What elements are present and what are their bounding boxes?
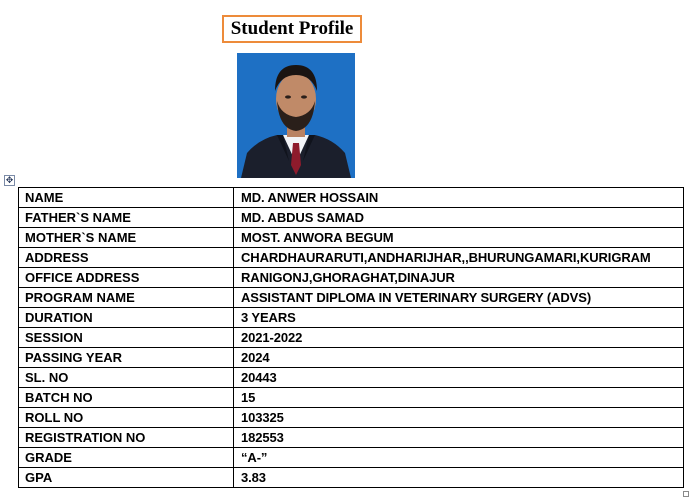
table-row [19, 268, 684, 288]
field-value: 20443 [234, 368, 684, 388]
field-label: SESSION [19, 328, 234, 348]
field-label: REGISTRATION NO [19, 428, 234, 448]
table-row [19, 388, 684, 408]
field-value: 103325 [234, 408, 684, 428]
field-label: ROLL NO [19, 408, 234, 428]
field-label: GPA [19, 468, 234, 488]
field-value: MD. ANWER HOSSAIN [234, 188, 684, 208]
field-label: BATCH NO [19, 388, 234, 408]
table-row [19, 468, 684, 488]
student-profile-table [18, 187, 684, 488]
field-label: SL. NO [19, 368, 234, 388]
student-photo [237, 53, 355, 178]
table-row [19, 448, 684, 468]
field-label: DURATION [19, 308, 234, 328]
field-label: OFFICE ADDRESS [19, 268, 234, 288]
field-label: FATHER`S NAME [19, 208, 234, 228]
table-resize-handle-icon[interactable] [683, 491, 689, 497]
table-row [19, 288, 684, 308]
field-value: MD. ABDUS SAMAD [234, 208, 684, 228]
table-row [19, 308, 684, 328]
field-value: 3 YEARS [234, 308, 684, 328]
field-value: ASSISTANT DIPLOMA IN VETERINARY SURGERY (ADVS) [234, 288, 684, 308]
field-value: 2021-2022 [234, 328, 684, 348]
table-row [19, 368, 684, 388]
table-move-handle-icon[interactable]: ✥ [5, 175, 14, 185]
field-label: MOTHER`S NAME [19, 228, 234, 248]
table-row [19, 328, 684, 348]
field-value: CHARDHAURARUTI,ANDHARIJHAR,,BHURUNGAMARI,KURIGRAM [234, 248, 684, 268]
table-row [19, 208, 684, 228]
field-value: 3.83 [234, 468, 684, 488]
field-value: “A-” [234, 448, 684, 468]
field-value: 2024 [234, 348, 684, 368]
student-portrait-icon [237, 53, 355, 178]
field-label: NAME [19, 188, 234, 208]
table-row [19, 348, 684, 368]
field-value: MOST. ANWORA BEGUM [234, 228, 684, 248]
field-label: ADDRESS [19, 248, 234, 268]
table-row [19, 228, 684, 248]
field-label: PASSING YEAR [19, 348, 234, 368]
field-value: 15 [234, 388, 684, 408]
field-label: GRADE [19, 448, 234, 468]
table-row [19, 408, 684, 428]
field-value: 182553 [234, 428, 684, 448]
field-value: RANIGONJ,GHORAGHAT,DINAJUR [234, 268, 684, 288]
table-row [19, 188, 684, 208]
table-row [19, 428, 684, 448]
field-label: PROGRAM NAME [19, 288, 234, 308]
table-row [19, 248, 684, 268]
page-title: Student Profile [222, 15, 362, 43]
